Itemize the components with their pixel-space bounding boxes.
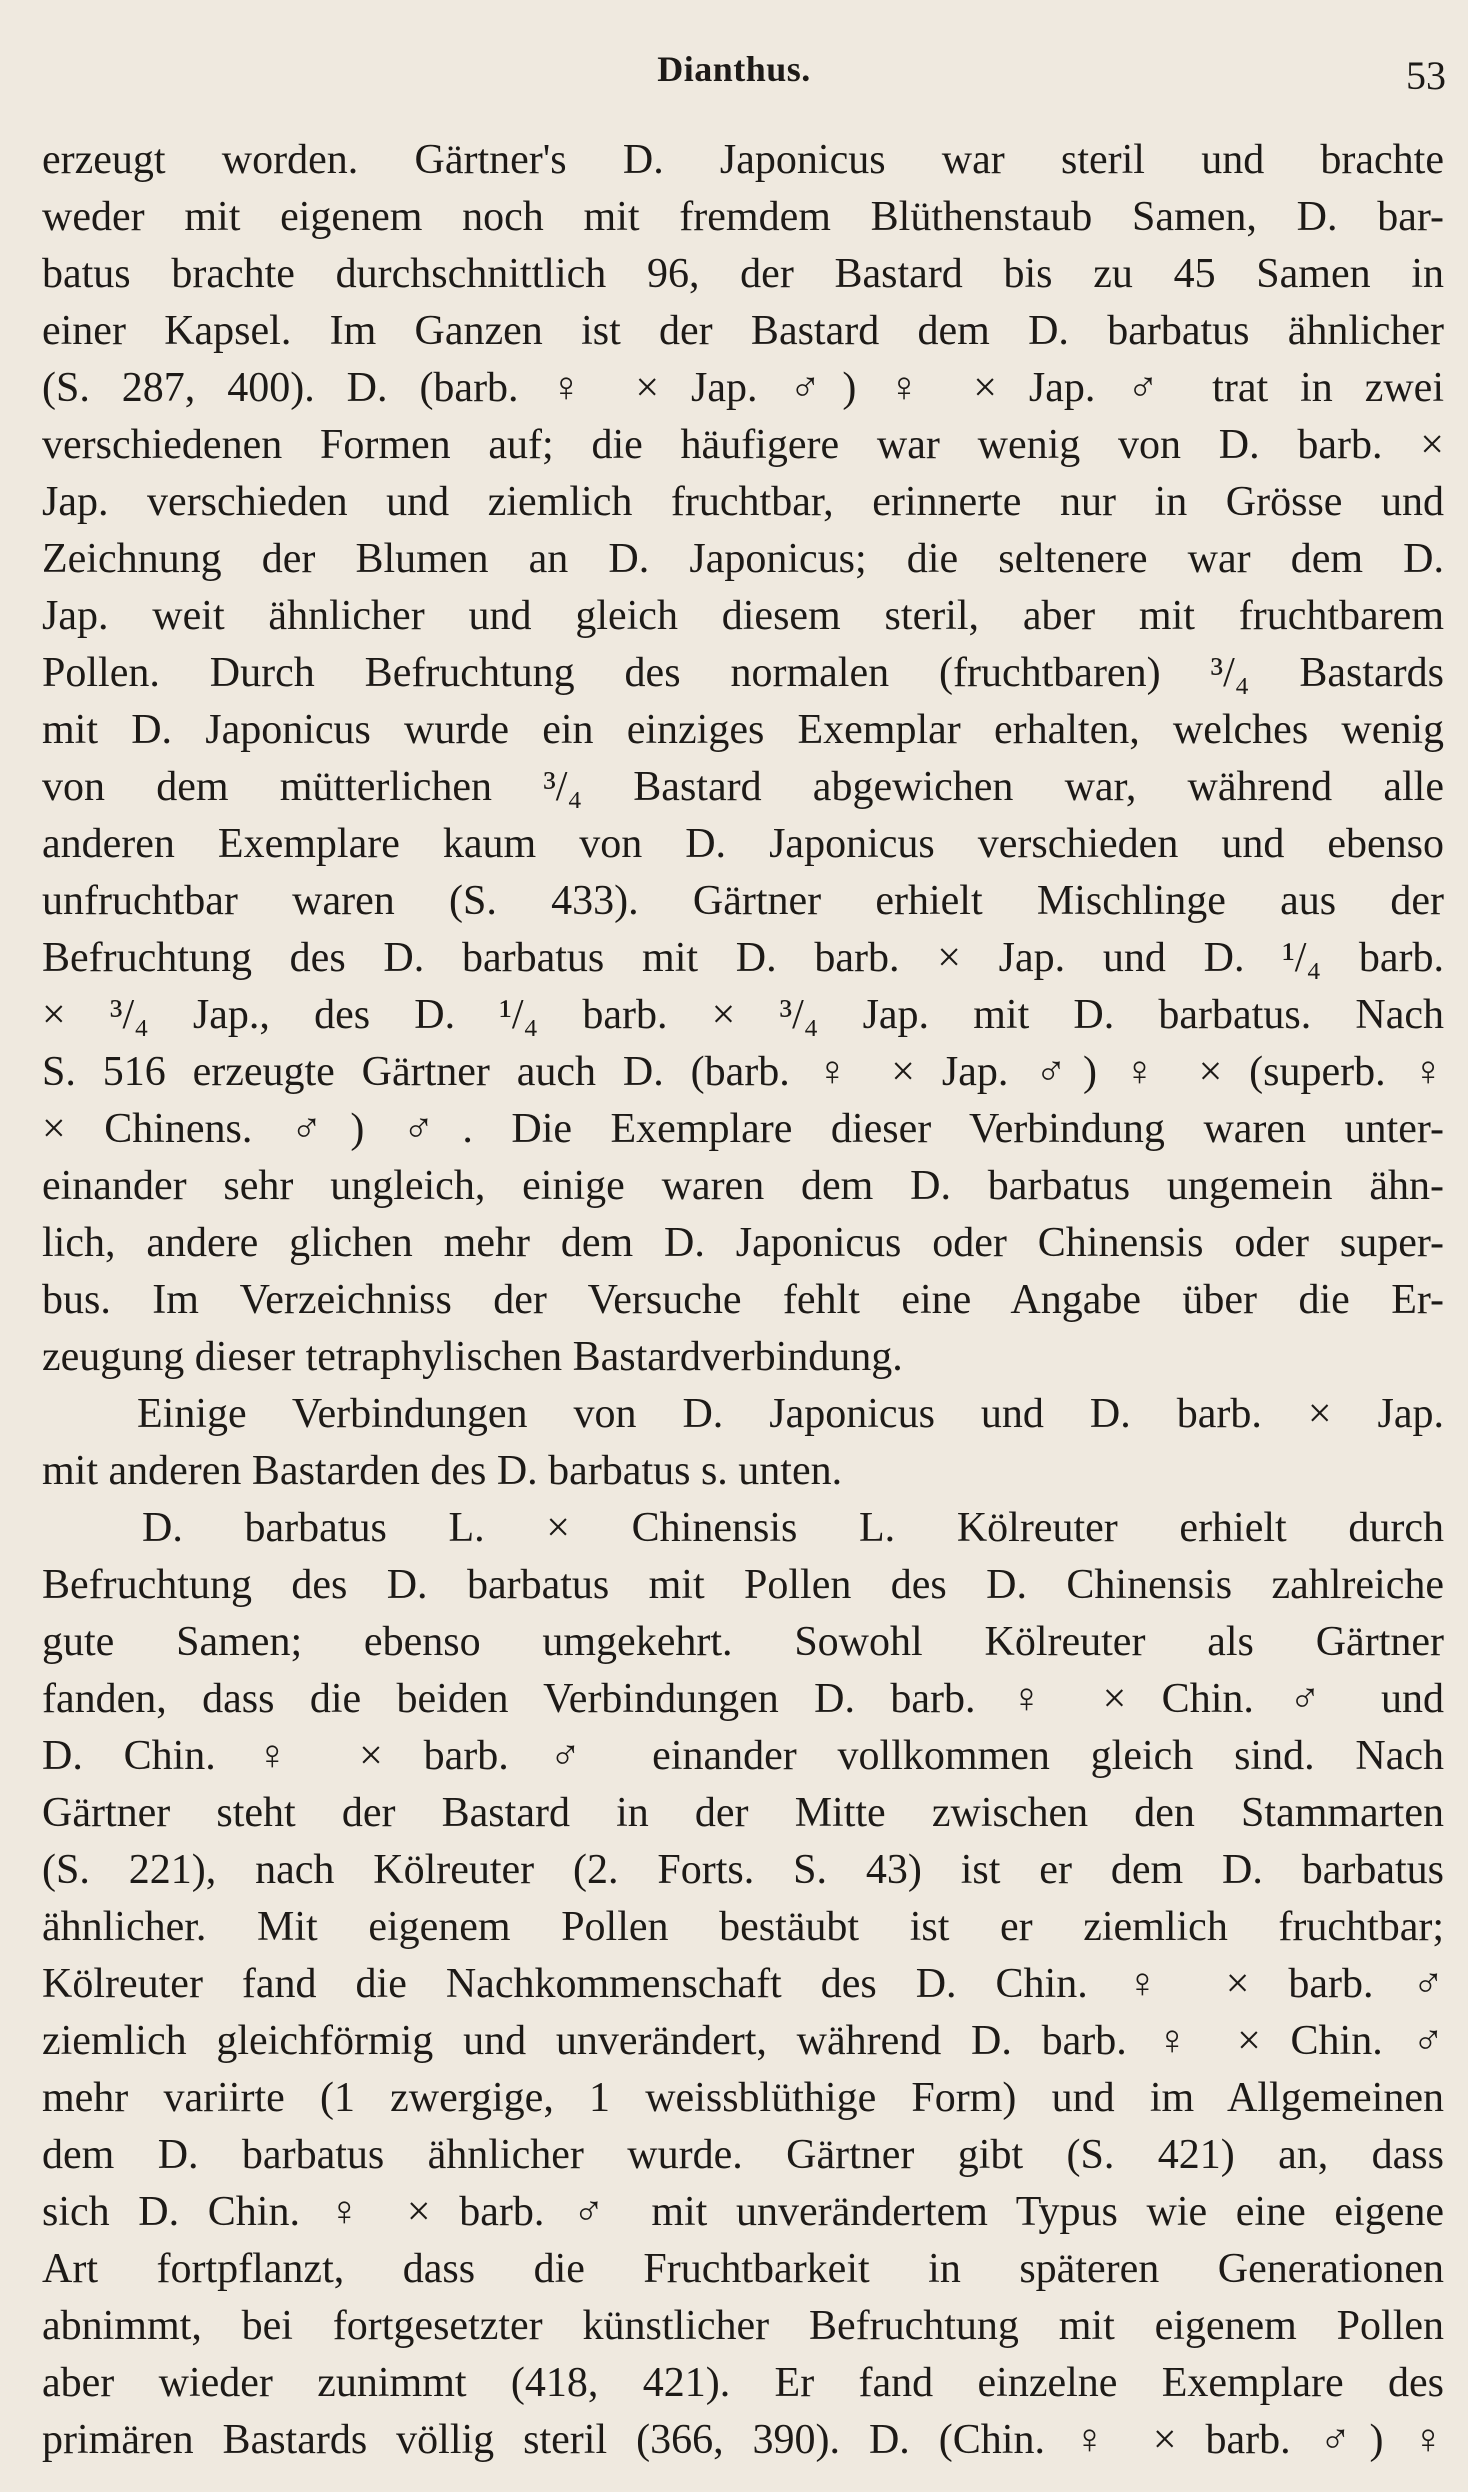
text-line: abnimmt, bei fortgesetzter künstlicher Befruchtung mit eigenem Pollen: [42, 2303, 1444, 2349]
text-line: × Chinens. ♂) ♂. Die Exemplare dieser Verbindung waren unter-: [42, 1106, 1444, 1152]
text-line: lich, andere glichen mehr dem D. Japonicus oder Chinensis oder super-: [42, 1220, 1444, 1266]
text-line: Jap. weit ähnlicher und gleich diesem steril, aber mit fruchtbarem: [42, 593, 1444, 639]
text-line: dem D. barbatus ähnlicher wurde. Gärtner gibt (S. 421) an, dass: [42, 2132, 1444, 2178]
text-line: erzeugt worden. Gärtner's D. Japonicus war steril und brachte: [42, 137, 1444, 183]
text-line: anderen Exemplare kaum von D. Japonicus verschieden und ebenso: [42, 821, 1444, 867]
section-heading-line: D. barbatus L. × Chinensis L. Kölreuter erhielt durch: [142, 1505, 1444, 1551]
text-line: aber wieder zunimmt (418, 421). Er fand einzelne Exemplare des: [42, 2360, 1444, 2406]
running-title: Dianthus.: [657, 49, 811, 89]
text-line: gute Samen; ebenso umgekehrt. Sowohl Kölreuter als Gärtner: [42, 1619, 1444, 1665]
page-number: 53: [1406, 53, 1446, 98]
text-line: batus brachte durchschnittlich 96, der Bastard bis zu 45 Samen in: [42, 251, 1444, 297]
text-line: weder mit eigenem noch mit fremdem Blüthenstaub Samen, D. bar-: [42, 194, 1444, 240]
text-line: fanden, dass die beiden Verbindungen D. barb. ♀ × Chin. ♂ und: [42, 1676, 1444, 1722]
text-line: unfruchtbar waren (S. 433). Gärtner erhielt Mischlinge aus der: [42, 878, 1444, 924]
text-line: D. Chin. ♀ × barb. ♂ einander vollkommen gleich sind. Nach: [42, 1733, 1444, 1779]
text-line: Kölreuter fand die Nachkommenschaft des D. Chin. ♀ × barb. ♂: [42, 1961, 1444, 2007]
text-line: Befruchtung des D. barbatus mit D. barb. × Jap. und D. ¹/₄ barb.: [42, 935, 1444, 981]
text-line: ziemlich gleichförmig und unverändert, während D. barb. ♀ × Chin. ♂: [42, 2018, 1444, 2064]
text-line: Gärtner steht der Bastard in der Mitte zwischen den Stammarten: [42, 1790, 1444, 1836]
text-line: von dem mütterlichen ³/₄ Bastard abgewichen war, während alle: [42, 764, 1444, 810]
paragraph-start-line: Einige Verbindungen von D. Japonicus und D. barb. × Jap.: [137, 1391, 1444, 1437]
text-line: mehr variirte (1 zwergige, 1 weissblüthige Form) und im Allgemeinen: [42, 2075, 1444, 2121]
text-line: sich D. Chin. ♀ × barb. ♂ mit unverändertem Typus wie eine eigene: [42, 2189, 1444, 2235]
text-line: Art fortpflanzt, dass die Fruchtbarkeit in späteren Generationen: [42, 2246, 1444, 2292]
text-line: mit D. Japonicus wurde ein einziges Exemplar erhalten, welches wenig: [42, 707, 1444, 753]
text-line: ähnlicher. Mit eigenem Pollen bestäubt ist er ziemlich fruchtbar;: [42, 1904, 1444, 1950]
body-text: [42, 132, 1444, 2469]
text-line: bus. Im Verzeichniss der Versuche fehlt eine Angabe über die Er-: [42, 1277, 1444, 1323]
text-line: mit anderen Bastarden des D. barbatus s. unten.: [42, 1448, 843, 1494]
text-line: (S. 287, 400). D. (barb. ♀ × Jap. ♂) ♀ × Jap. ♂ trat in zwei: [42, 365, 1444, 411]
text-line: einer Kapsel. Im Ganzen ist der Bastard dem D. barbatus ähnlicher: [42, 308, 1444, 354]
text-line: Befruchtung des D. barbatus mit Pollen des D. Chinensis zahlreiche: [42, 1562, 1444, 1608]
text-line: einander sehr ungleich, einige waren dem D. barbatus ungemein ähn-: [42, 1163, 1444, 1209]
text-line: zeugung dieser tetraphylischen Bastardverbindung.: [42, 1334, 903, 1380]
text-line: Jap. verschieden und ziemlich fruchtbar, erinnerte nur in Grösse und: [42, 479, 1444, 525]
text-line: verschiedenen Formen auf; die häufigere war wenig von D. barb. ×: [42, 422, 1444, 468]
text-line: Zeichnung der Blumen an D. Japonicus; die seltenere war dem D.: [42, 536, 1444, 582]
text-line: × ³/₄ Jap., des D. ¹/₄ barb. × ³/₄ Jap. mit D. barbatus. Nach: [42, 992, 1444, 1038]
text-line: (S. 221), nach Kölreuter (2. Forts. S. 43) ist er dem D. barbatus: [42, 1847, 1444, 1893]
text-line: primären Bastards völlig steril (366, 390). D. (Chin. ♀ × barb. ♂) ♀: [42, 2417, 1444, 2463]
text-line: Pollen. Durch Befruchtung des normalen (fruchtbaren) ³/₄ Bastards: [42, 650, 1444, 696]
text-line: S. 516 erzeugte Gärtner auch D. (barb. ♀ × Jap. ♂) ♀ × (superb. ♀: [42, 1049, 1444, 1095]
